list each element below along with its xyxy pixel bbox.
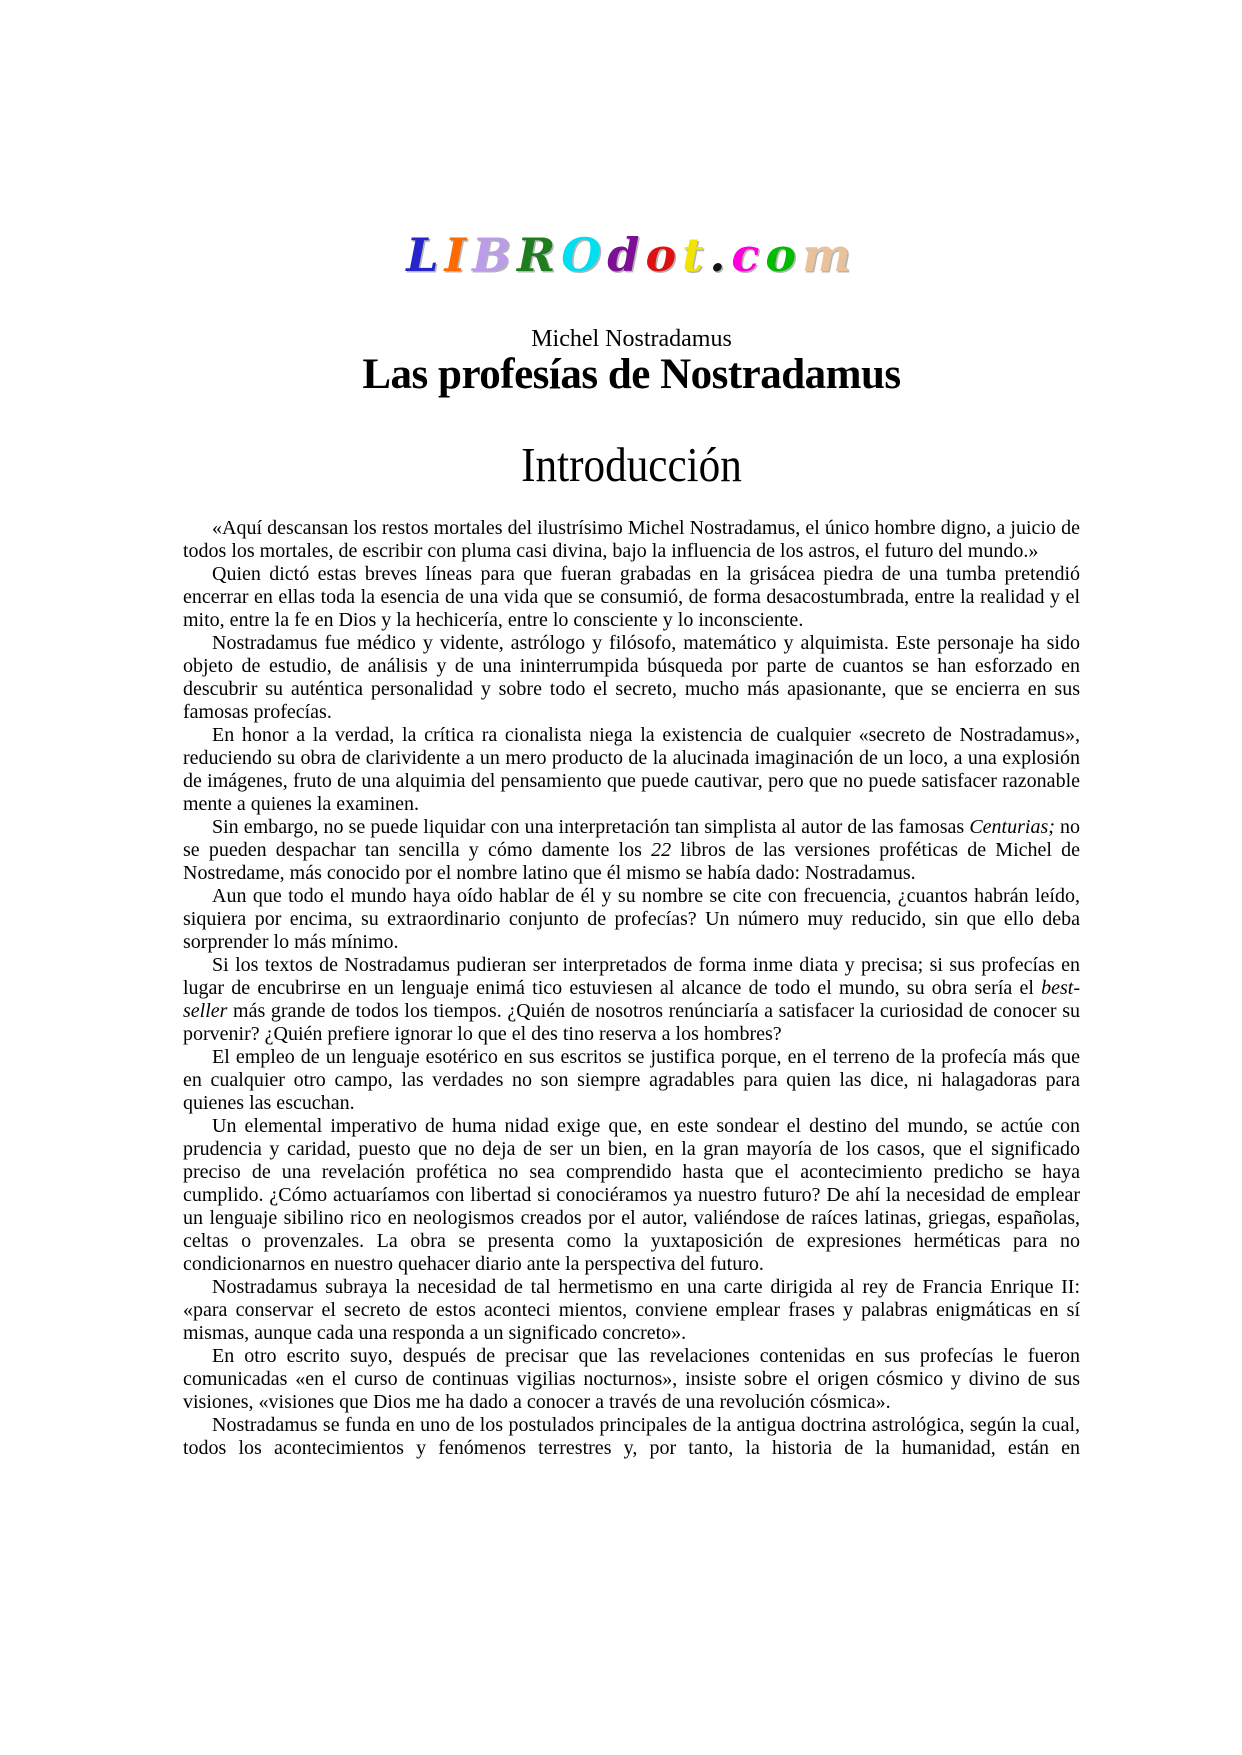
paragraph: Aun que todo el mundo haya oído hablar de él y su nombre se cite con frecuencia, ¿cuantos habrán leído, siquiera por encima, su extraordinario conjunto de profecías? Un número muy reducido, sin que ello deba sorprender lo más mínimo. <box>183 885 1080 953</box>
paragraph: «Aquí descansan los restos mortales del ilustrísimo Michel Nostradamus, el único hombre digno, a juicio de todos los mortales, de escribir con pluma casi divina, bajo la influencia de los astros, el futuro del mundo.» <box>183 517 1080 562</box>
paragraph: Nostradamus fue médico y vidente, astrólogo y filósofo, matemático y alquimista. Este personaje ha sido objeto de estudio, de análisis y de una ininterrumpida búsqueda por parte de cuantos se han esforzado en descubrir su auténtica personalidad y sobre todo el secreto, mucho más apasionante, que se encierra en sus famosas profecías. <box>183 632 1080 723</box>
logo-letter: o <box>645 228 683 282</box>
section-heading: Introducción <box>521 438 742 492</box>
logo-letter: m <box>802 228 857 282</box>
logo-letter: o <box>765 228 803 282</box>
paragraph: El empleo de un lenguaje esotérico en sus escritos se justifica porque, en el terreno de la profecía más que en cualquier otro campo, las verdades no son siempre agradables para quien las dice, ni halagadoras para quienes las escuchan. <box>183 1046 1080 1114</box>
logo-letter: O <box>561 228 608 282</box>
author-name: Michel Nostradamus <box>531 326 732 352</box>
body-text <box>183 517 1080 1460</box>
paragraph: En otro escrito suyo, después de precisar que las revelaciones contenidas en sus profecías le fueron comunicadas «en el curso de continuas vigilias nocturnos», insiste sobre el origen cósmico y divino de sus visiones, «visiones que Dios me ha dado a conocer a través de una revolución cósmica». <box>183 1345 1080 1413</box>
logo-letter: c <box>731 228 766 282</box>
logo-letter: . <box>709 228 732 282</box>
librodot-logo <box>183 228 1080 282</box>
paragraph: Sin embargo, no se puede liquidar con una interpretación tan simplista al autor de las famosas Centurias; no se pueden despachar tan sencilla y cómo damente los 22 libros de las versiones proféticas de Michel de Nostredame, más conocido por el nombre latino que él mismo se había dado: Nostradamus. <box>183 816 1081 884</box>
logo-letter: d <box>607 228 646 282</box>
paragraph: Nostradamus se funda en uno de los postulados principales de la antigua doctrina astrológica, según la cual, todos los acontecimientos y fenómenos terrestres y, por tanto, la historia de la humanidad, están en <box>183 1414 1080 1459</box>
book-title: Las profesías de Nostradamus <box>362 351 901 398</box>
paragraph: Quien dictó estas breves líneas para que fueran grabadas en la grisácea piedra de una tumba pretendió encerrar en ellas toda la esencia de una vida que se consumió, de forma desacostumbrada, entre la realidad y el mito, entre la fe en Dios y la hechicería, entre lo consciente y lo inconsciente. <box>183 563 1080 631</box>
paragraph: Un elemental imperativo de huma nidad exige que, en este sondear el destino del mundo, se actúe con prudencia y caridad, puesto que no deja de ser un bien, en la gran mayoría de los casos, que el significado preciso de una revelación profética no sea comprendido hasta que el acontecimiento predicho se haya cumplido. ¿Cómo actuaríamos con libertad si conociéramos ya nuestro futuro? De ahí la necesidad de emplear un lenguaje sibilino rico en neologismos creados por el autor, valiéndose de raíces latinas, griegas, españolas, celtas o provenzales. La obra se presenta como la yuxtaposición de expresiones herméticas para no condicionarnos en nuestro quehacer diario ante la perspectiva del futuro. <box>183 1115 1080 1275</box>
logo-letter: I <box>444 228 473 282</box>
paragraph: Nostradamus subraya la necesidad de tal hermetismo en una carte dirigida al rey de Francia Enrique II: «para conservar el secreto de estos aconteci mientos, conviene emplear frases y palabras enigmáticas en sí mismas, aunque cada una responda a un significado concreto». <box>183 1276 1080 1344</box>
logo-letter: B <box>472 228 517 282</box>
logo-letter: t <box>682 228 710 282</box>
logo-letter: L <box>406 228 445 282</box>
paragraph: Si los textos de Nostradamus pudieran ser interpretados de forma inme diata y precisa; si sus profecías en lugar de encubrirse en un lenguaje enimá tico estuviesen al alcance de todo el mundo, su obra sería el best-seller más grande de todos los tiempos. ¿Quién de nosotros renúnciaría a satisfacer la curiosidad de conocer su porvenir? ¿Quién prefiere ignorar lo que el des tino reserva a los hombres? <box>183 954 1080 1045</box>
logo-letter: R <box>516 228 562 282</box>
paragraph: En honor a la verdad, la crítica ra cionalista niega la existencia de cualquier «secreto de Nostradamus», reduciendo su obra de clarividente a un mero producto de la alucinada imaginación de un loco, a una explosión de imágenes, fruto de una alquimia del pensamiento que puede cautivar, pero que no puede satisfacer razonable mente a quienes la examinen. <box>183 724 1080 815</box>
